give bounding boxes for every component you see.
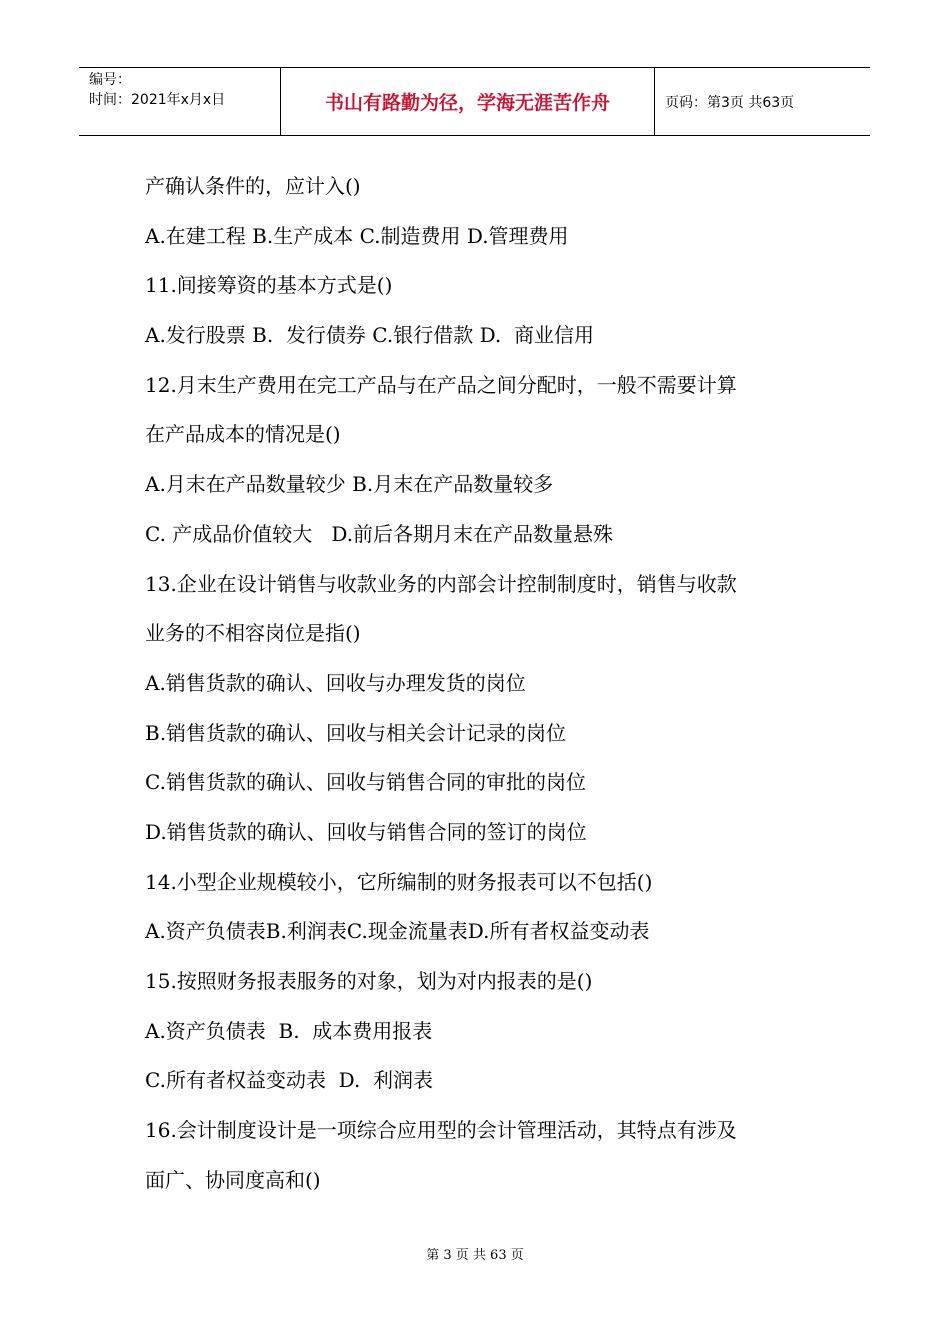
header-motto: 书山有路勤为径，学海无涯苦作舟 [324,92,610,114]
body-line: 16.会计制度设计是一项综合应用型的会计管理活动，其特点有涉及 [145,1118,737,1143]
body-line: 产确认条件的，应计入() [145,174,361,198]
body-line: A.销售货款的确认、回收与办理发货的岗位 [145,670,526,695]
body-line: C.销售货款的确认、回收与销售合同的审批的岗位 [145,770,586,795]
document-body [145,162,825,1205]
body-line: A.资产负债表 B. 成本费用报表 [145,1018,433,1043]
header-divider-right [654,67,655,136]
body-line: 13.企业在设计销售与收款业务的内部会计控制制度时，销售与收款 [145,571,737,596]
header-page-info: 页码：第3页 共63页 [665,94,795,111]
body-line: 15.按照财务报表服务的对象，划为对内报表的是() [145,969,593,993]
header-date: 时间：2021年x月x日 [89,92,226,108]
body-line: A.资产负债表B.利润表C.现金流量表D.所有者权益变动表 [145,919,650,944]
body-line: 12.月末生产费用在完工产品与在产品之间分配时，一般不需要计算 [145,372,737,397]
body-line: A.在建工程 B.生产成本 C.制造费用 D.管理费用 [145,223,569,248]
header-meta [89,70,277,110]
body-line: 11.间接筹资的基本方式是() [145,273,393,298]
body-line: D.销售货款的确认、回收与销售合同的签订的岗位 [145,819,587,844]
body-line: 14.小型企业规模较小，它所编制的财务报表可以不包括() [145,869,653,894]
page-footer: 第 3 页 共 63 页 [426,1248,524,1263]
body-line: A.月末在产品数量较少 B.月末在产品数量较多 [145,472,554,497]
document-header [79,67,870,136]
body-line: C. 产成品价值较大 D.前后各期月末在产品数量悬殊 [145,521,614,546]
body-line: 业务的不相容岗位是指() [145,621,361,646]
body-line: B.销售货款的确认、回收与相关会计记录的岗位 [145,720,567,745]
body-line: 面广、协同度高和() [145,1167,321,1192]
body-line: C.所有者权益变动表 D. 利润表 [145,1068,434,1093]
body-line: A.发行股票 B. 发行债券 C.银行借款 D. 商业信用 [145,323,594,348]
body-line: 在产品成本的情况是() [145,422,341,447]
header-number-label: 编号： [89,72,131,88]
